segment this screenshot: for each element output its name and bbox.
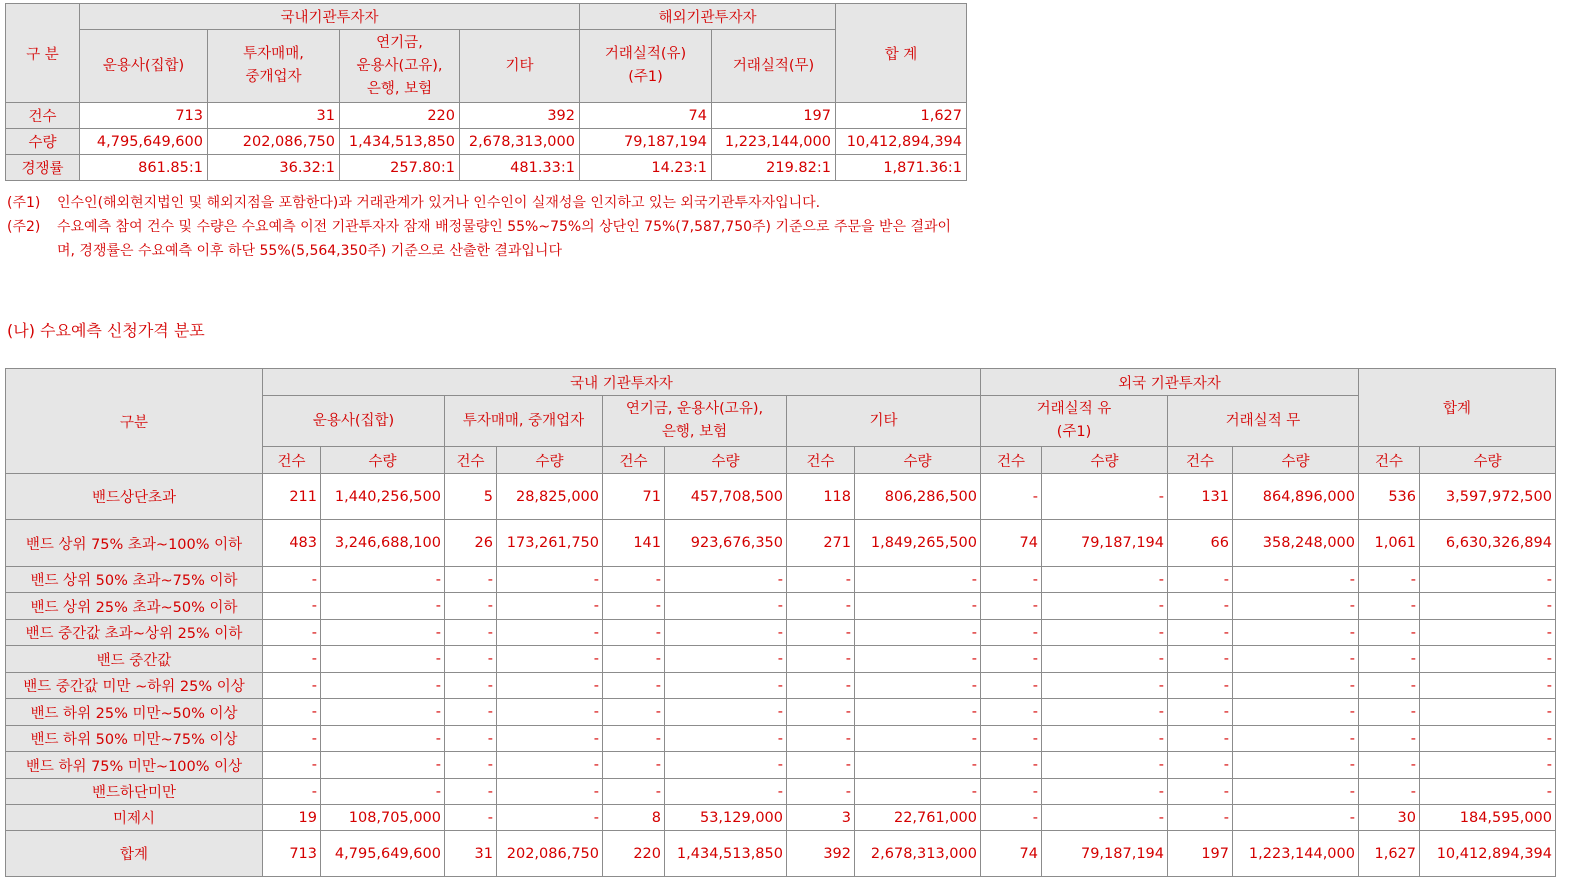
table-cell: 1,627 bbox=[836, 103, 967, 129]
table-cell: 31 bbox=[445, 831, 497, 877]
table-cell: - bbox=[321, 699, 445, 726]
table-cell: 1,440,256,500 bbox=[321, 474, 445, 520]
table-cell: - bbox=[787, 593, 855, 620]
table-cell: - bbox=[855, 779, 981, 805]
table-cell: - bbox=[1042, 474, 1168, 520]
table-cell: - bbox=[603, 752, 665, 779]
table-cell: 173,261,750 bbox=[497, 520, 603, 567]
row-label: 미제시 bbox=[6, 805, 263, 831]
table-cell: - bbox=[263, 620, 321, 646]
table-cell: 26 bbox=[445, 520, 497, 567]
table-cell: 1,434,513,850 bbox=[665, 831, 787, 877]
table-cell: 536 bbox=[1359, 474, 1420, 520]
table-cell: - bbox=[665, 726, 787, 752]
table-row bbox=[6, 567, 1556, 593]
table-cell: - bbox=[981, 646, 1042, 673]
note-2-text: 수요예측 참여 건수 및 수량은 수요예측 이전 기관투자자 잠재 배정물량인 55%~75%의 상단인 75%(7,587,750주) 기준으로 주문을 받은 결과이며, 경쟁률은 수요예측 이후 하단 55%(5,564,350주) 기준으로 산출한 결과입니다 bbox=[57, 219, 952, 259]
table-cell: 861.85:1 bbox=[80, 155, 208, 181]
table-cell: - bbox=[1168, 646, 1233, 673]
table-cell: - bbox=[981, 673, 1042, 699]
row-label: 경쟁률 bbox=[6, 155, 80, 181]
table-cell: - bbox=[321, 620, 445, 646]
table-cell: 79,187,194 bbox=[1042, 520, 1168, 567]
table-cell: - bbox=[665, 673, 787, 699]
competition-summary-table bbox=[5, 3, 967, 181]
table-cell: - bbox=[981, 779, 1042, 805]
row-label: 밴드 상위 25% 초과~50% 이하 bbox=[6, 593, 263, 620]
row-label: 밴드 중간값 bbox=[6, 646, 263, 673]
table-cell: - bbox=[1359, 620, 1420, 646]
table-cell: - bbox=[1042, 567, 1168, 593]
table-row bbox=[6, 103, 967, 129]
t2-qty-header: 수량 bbox=[855, 447, 981, 474]
table-cell: 141 bbox=[603, 520, 665, 567]
table-row bbox=[6, 726, 1556, 752]
note-1-mark: (주1) bbox=[7, 195, 41, 211]
table-cell: - bbox=[1042, 779, 1168, 805]
table-cell: 184,595,000 bbox=[1420, 805, 1556, 831]
table-cell: 22,761,000 bbox=[855, 805, 981, 831]
t1-subheader: 거래실적(유) (주1) bbox=[580, 30, 712, 103]
table-cell: 219.82:1 bbox=[712, 155, 836, 181]
table-row bbox=[6, 593, 1556, 620]
table-cell: - bbox=[787, 699, 855, 726]
table-cell: 220 bbox=[340, 103, 460, 129]
table-cell: 10,412,894,394 bbox=[1420, 831, 1556, 877]
table-cell: 257.80:1 bbox=[340, 155, 460, 181]
table-cell: 14.23:1 bbox=[580, 155, 712, 181]
table-cell: 74 bbox=[580, 103, 712, 129]
table-cell: - bbox=[445, 620, 497, 646]
table-cell: - bbox=[1233, 593, 1359, 620]
table-cell: 6,630,326,894 bbox=[1420, 520, 1556, 567]
row-label: 밴드 상위 50% 초과~75% 이하 bbox=[6, 567, 263, 593]
table-cell: - bbox=[855, 726, 981, 752]
t2-count-header: 건수 bbox=[1359, 447, 1420, 474]
table-cell: - bbox=[263, 567, 321, 593]
table-cell: - bbox=[1168, 752, 1233, 779]
table-cell: - bbox=[1420, 673, 1556, 699]
table-cell: - bbox=[665, 567, 787, 593]
row-label: 밴드 하위 75% 미만~100% 이상 bbox=[6, 752, 263, 779]
table-cell: 1,223,144,000 bbox=[1233, 831, 1359, 877]
table-cell: - bbox=[445, 673, 497, 699]
table-cell: - bbox=[445, 699, 497, 726]
table-cell: - bbox=[1168, 779, 1233, 805]
table-cell: 271 bbox=[787, 520, 855, 567]
table-cell: 220 bbox=[603, 831, 665, 877]
table-cell: 3 bbox=[787, 805, 855, 831]
table-cell: - bbox=[981, 593, 1042, 620]
table-cell: - bbox=[263, 752, 321, 779]
t2-count-header: 건수 bbox=[445, 447, 497, 474]
table-cell: 358,248,000 bbox=[1233, 520, 1359, 567]
table-cell: 211 bbox=[263, 474, 321, 520]
t2-group-header: 기타 bbox=[787, 396, 981, 447]
table-cell: 713 bbox=[80, 103, 208, 129]
table-cell: - bbox=[665, 646, 787, 673]
t1-subheader: 운용사(집합) bbox=[80, 30, 208, 103]
row-label: 밴드 상위 75% 초과~100% 이하 bbox=[6, 520, 263, 567]
table-cell: - bbox=[981, 474, 1042, 520]
table-cell: - bbox=[981, 620, 1042, 646]
table-cell: - bbox=[787, 726, 855, 752]
table-cell: - bbox=[497, 620, 603, 646]
table-cell: 1,223,144,000 bbox=[712, 129, 836, 155]
t1-subheader: 거래실적(무) bbox=[712, 30, 836, 103]
table-cell: - bbox=[855, 752, 981, 779]
t1-subheader: 투자매매, 중개업자 bbox=[208, 30, 340, 103]
table-cell: - bbox=[321, 646, 445, 673]
table-cell: 3,246,688,100 bbox=[321, 520, 445, 567]
row-label: 건수 bbox=[6, 103, 80, 129]
t1-foreign-header: 해외기관투자자 bbox=[580, 4, 836, 30]
table-cell: - bbox=[1420, 620, 1556, 646]
table-cell: 79,187,194 bbox=[580, 129, 712, 155]
table-cell: - bbox=[1359, 726, 1420, 752]
table-cell: 10,412,894,394 bbox=[836, 129, 967, 155]
table-cell: - bbox=[1420, 726, 1556, 752]
table-cell: 118 bbox=[787, 474, 855, 520]
table-cell: 108,705,000 bbox=[321, 805, 445, 831]
table-cell: - bbox=[1042, 646, 1168, 673]
t2-group-header: 거래실적 무 bbox=[1168, 396, 1359, 447]
table-cell: 481.33:1 bbox=[460, 155, 580, 181]
t1-domestic-header: 국내기관투자자 bbox=[80, 4, 580, 30]
table-cell: 1,871.36:1 bbox=[836, 155, 967, 181]
t2-count-header: 건수 bbox=[981, 447, 1042, 474]
table-cell: - bbox=[1168, 567, 1233, 593]
table-cell: - bbox=[603, 567, 665, 593]
table-cell: - bbox=[1233, 620, 1359, 646]
table-cell: - bbox=[1042, 726, 1168, 752]
table-row bbox=[6, 520, 1556, 567]
table-cell: - bbox=[1359, 779, 1420, 805]
table-row bbox=[6, 779, 1556, 805]
t1-gubun-header: 구 분 bbox=[6, 4, 80, 103]
table-cell: - bbox=[1233, 646, 1359, 673]
table-cell: - bbox=[263, 779, 321, 805]
table-cell: 1,061 bbox=[1359, 520, 1420, 567]
table-cell: - bbox=[497, 593, 603, 620]
table-cell: - bbox=[787, 620, 855, 646]
table-cell: - bbox=[445, 779, 497, 805]
table-cell: - bbox=[1042, 805, 1168, 831]
t1-subheader: 연기금, 운용사(고유), 은행, 보험 bbox=[340, 30, 460, 103]
table-cell: 197 bbox=[712, 103, 836, 129]
table-cell: 74 bbox=[981, 520, 1042, 567]
table-cell: - bbox=[603, 673, 665, 699]
table-cell: - bbox=[1042, 593, 1168, 620]
t2-qty-header: 수량 bbox=[1042, 447, 1168, 474]
table-row bbox=[6, 129, 967, 155]
table-cell: - bbox=[665, 779, 787, 805]
table-cell: - bbox=[787, 567, 855, 593]
table-cell: - bbox=[1168, 620, 1233, 646]
t2-foreign-header: 외국 기관투자자 bbox=[981, 369, 1359, 396]
table-cell: 457,708,500 bbox=[665, 474, 787, 520]
table-cell: - bbox=[1168, 673, 1233, 699]
table-cell: 31 bbox=[208, 103, 340, 129]
table-cell: - bbox=[855, 673, 981, 699]
table-cell: - bbox=[1233, 726, 1359, 752]
table-cell: 131 bbox=[1168, 474, 1233, 520]
table-cell: - bbox=[1233, 805, 1359, 831]
table-cell: - bbox=[445, 752, 497, 779]
table-cell: - bbox=[1359, 646, 1420, 673]
notes bbox=[7, 191, 967, 263]
table-cell: - bbox=[1042, 699, 1168, 726]
table-cell: - bbox=[1359, 699, 1420, 726]
t2-qty-header: 수량 bbox=[1233, 447, 1359, 474]
table-cell: - bbox=[787, 752, 855, 779]
table-cell: - bbox=[1168, 726, 1233, 752]
table-cell: - bbox=[981, 752, 1042, 779]
row-label: 밴드 하위 25% 미만~50% 이상 bbox=[6, 699, 263, 726]
table-cell: - bbox=[603, 699, 665, 726]
table-cell: - bbox=[855, 620, 981, 646]
table-cell: - bbox=[1233, 699, 1359, 726]
table-cell: 19 bbox=[263, 805, 321, 831]
section-title: (나) 수요예측 신청가격 분포 bbox=[7, 321, 205, 340]
table-cell: 1,434,513,850 bbox=[340, 129, 460, 155]
note-1-text: 인수인(해외현지법인 및 해외지점을 포함한다)과 거래관계가 있거나 인수인이 실재성을 인지하고 있는 외국기관투자자입니다. bbox=[57, 195, 821, 211]
table-cell: 197 bbox=[1168, 831, 1233, 877]
t2-qty-header: 수량 bbox=[497, 447, 603, 474]
t2-total-header: 합계 bbox=[1359, 369, 1556, 447]
note-2-mark: (주2) bbox=[7, 219, 41, 235]
table-cell: - bbox=[1420, 567, 1556, 593]
table-cell: 392 bbox=[787, 831, 855, 877]
t1-subheader: 기타 bbox=[460, 30, 580, 103]
table-cell: 2,678,313,000 bbox=[855, 831, 981, 877]
row-label: 밴드상단초과 bbox=[6, 474, 263, 520]
table-cell: 66 bbox=[1168, 520, 1233, 567]
table-row bbox=[6, 752, 1556, 779]
table-cell: - bbox=[665, 699, 787, 726]
table-cell: - bbox=[603, 646, 665, 673]
table-cell: - bbox=[603, 593, 665, 620]
table-cell: - bbox=[445, 593, 497, 620]
row-label: 합계 bbox=[6, 831, 263, 877]
table-cell: - bbox=[321, 779, 445, 805]
t2-group-header: 운용사(집합) bbox=[263, 396, 445, 447]
t1-total-header: 합 계 bbox=[836, 4, 967, 103]
table-cell: - bbox=[603, 726, 665, 752]
table-cell: - bbox=[497, 699, 603, 726]
table-cell: - bbox=[1168, 699, 1233, 726]
table-cell: 1,627 bbox=[1359, 831, 1420, 877]
table-cell: 8 bbox=[603, 805, 665, 831]
table-cell: - bbox=[445, 646, 497, 673]
t2-count-header: 건수 bbox=[787, 447, 855, 474]
table-cell: - bbox=[1420, 593, 1556, 620]
table-row bbox=[6, 620, 1556, 646]
table-cell: 202,086,750 bbox=[208, 129, 340, 155]
table-cell: - bbox=[981, 567, 1042, 593]
table-cell: - bbox=[263, 646, 321, 673]
t2-qty-header: 수량 bbox=[321, 447, 445, 474]
table-cell: 28,825,000 bbox=[497, 474, 603, 520]
table-cell: - bbox=[497, 779, 603, 805]
t2-count-header: 건수 bbox=[1168, 447, 1233, 474]
table-cell: - bbox=[1233, 673, 1359, 699]
note-2 bbox=[7, 215, 967, 263]
table-cell: - bbox=[321, 673, 445, 699]
note-1 bbox=[7, 191, 967, 215]
table-cell: 79,187,194 bbox=[1042, 831, 1168, 877]
table-cell: - bbox=[497, 567, 603, 593]
table-cell: - bbox=[263, 593, 321, 620]
table-cell: 36.32:1 bbox=[208, 155, 340, 181]
table-cell: - bbox=[1168, 805, 1233, 831]
table-cell: - bbox=[445, 726, 497, 752]
table-cell: 806,286,500 bbox=[855, 474, 981, 520]
table-cell: 202,086,750 bbox=[497, 831, 603, 877]
table-cell: - bbox=[1420, 779, 1556, 805]
table-cell: 713 bbox=[263, 831, 321, 877]
table-cell: - bbox=[787, 779, 855, 805]
table-cell: - bbox=[445, 567, 497, 593]
table-cell: - bbox=[855, 593, 981, 620]
table-cell: 74 bbox=[981, 831, 1042, 877]
table-cell: - bbox=[263, 726, 321, 752]
t2-group-header: 거래실적 유 (주1) bbox=[981, 396, 1168, 447]
table-cell: - bbox=[1420, 646, 1556, 673]
table-cell: - bbox=[1233, 779, 1359, 805]
table-cell: - bbox=[1233, 752, 1359, 779]
table-cell: - bbox=[321, 726, 445, 752]
table-cell: 3,597,972,500 bbox=[1420, 474, 1556, 520]
table-row bbox=[6, 673, 1556, 699]
table-cell: - bbox=[1359, 752, 1420, 779]
table-row bbox=[6, 646, 1556, 673]
table-cell: 2,678,313,000 bbox=[460, 129, 580, 155]
table-cell: - bbox=[665, 593, 787, 620]
table-cell: - bbox=[321, 593, 445, 620]
row-label: 밴드 하위 50% 미만~75% 이상 bbox=[6, 726, 263, 752]
row-label: 밴드하단미만 bbox=[6, 779, 263, 805]
table-cell: 483 bbox=[263, 520, 321, 567]
table-cell: 1,849,265,500 bbox=[855, 520, 981, 567]
table-cell: - bbox=[1359, 593, 1420, 620]
table-cell: - bbox=[855, 567, 981, 593]
table-cell: - bbox=[1042, 752, 1168, 779]
table-cell: - bbox=[1359, 673, 1420, 699]
table-cell: - bbox=[497, 726, 603, 752]
table-cell: - bbox=[981, 726, 1042, 752]
table-cell: - bbox=[497, 673, 603, 699]
table-cell: 5 bbox=[445, 474, 497, 520]
table-cell: - bbox=[1420, 752, 1556, 779]
t2-qty-header: 수량 bbox=[665, 447, 787, 474]
t2-domestic-header: 국내 기관투자자 bbox=[263, 369, 981, 396]
table-cell: 4,795,649,600 bbox=[321, 831, 445, 877]
t2-gubun-header: 구분 bbox=[6, 369, 263, 474]
table-cell: - bbox=[1042, 673, 1168, 699]
t2-count-header: 건수 bbox=[263, 447, 321, 474]
table-cell: - bbox=[497, 646, 603, 673]
table-cell: 864,896,000 bbox=[1233, 474, 1359, 520]
price-distribution-table bbox=[5, 368, 1556, 877]
table-cell: 71 bbox=[603, 474, 665, 520]
table-cell: - bbox=[787, 673, 855, 699]
table-cell: - bbox=[665, 620, 787, 646]
table-cell: - bbox=[321, 752, 445, 779]
t2-group-header: 연기금, 운용사(고유), 은행, 보험 bbox=[603, 396, 787, 447]
table-cell: - bbox=[981, 805, 1042, 831]
table-cell: - bbox=[1168, 593, 1233, 620]
table-cell: - bbox=[665, 752, 787, 779]
table-cell: 923,676,350 bbox=[665, 520, 787, 567]
row-label: 밴드 중간값 미만 ~하위 25% 이상 bbox=[6, 673, 263, 699]
table-cell: - bbox=[1420, 699, 1556, 726]
t2-count-header: 건수 bbox=[603, 447, 665, 474]
table-cell: - bbox=[497, 752, 603, 779]
table-cell: - bbox=[981, 699, 1042, 726]
table-cell: 53,129,000 bbox=[665, 805, 787, 831]
table-cell: 4,795,649,600 bbox=[80, 129, 208, 155]
table-row bbox=[6, 805, 1556, 831]
table-cell: - bbox=[855, 646, 981, 673]
table-cell: - bbox=[321, 567, 445, 593]
table-cell: - bbox=[1233, 567, 1359, 593]
table-cell: - bbox=[1042, 620, 1168, 646]
t2-group-header: 투자매매, 중개업자 bbox=[445, 396, 603, 447]
table-row bbox=[6, 474, 1556, 520]
table-cell: - bbox=[603, 620, 665, 646]
table-cell: - bbox=[855, 699, 981, 726]
table-row bbox=[6, 699, 1556, 726]
table-cell: - bbox=[787, 646, 855, 673]
table-cell: - bbox=[445, 805, 497, 831]
t2-qty-header: 수량 bbox=[1420, 447, 1556, 474]
table-cell: - bbox=[263, 673, 321, 699]
table-cell: 392 bbox=[460, 103, 580, 129]
table-row bbox=[6, 831, 1556, 877]
table-row bbox=[6, 155, 967, 181]
row-label: 수량 bbox=[6, 129, 80, 155]
table-cell: - bbox=[603, 779, 665, 805]
table-cell: - bbox=[497, 805, 603, 831]
table-cell: - bbox=[263, 699, 321, 726]
row-label: 밴드 중간값 초과~상위 25% 이하 bbox=[6, 620, 263, 646]
table-cell: - bbox=[1359, 567, 1420, 593]
table-cell: 30 bbox=[1359, 805, 1420, 831]
